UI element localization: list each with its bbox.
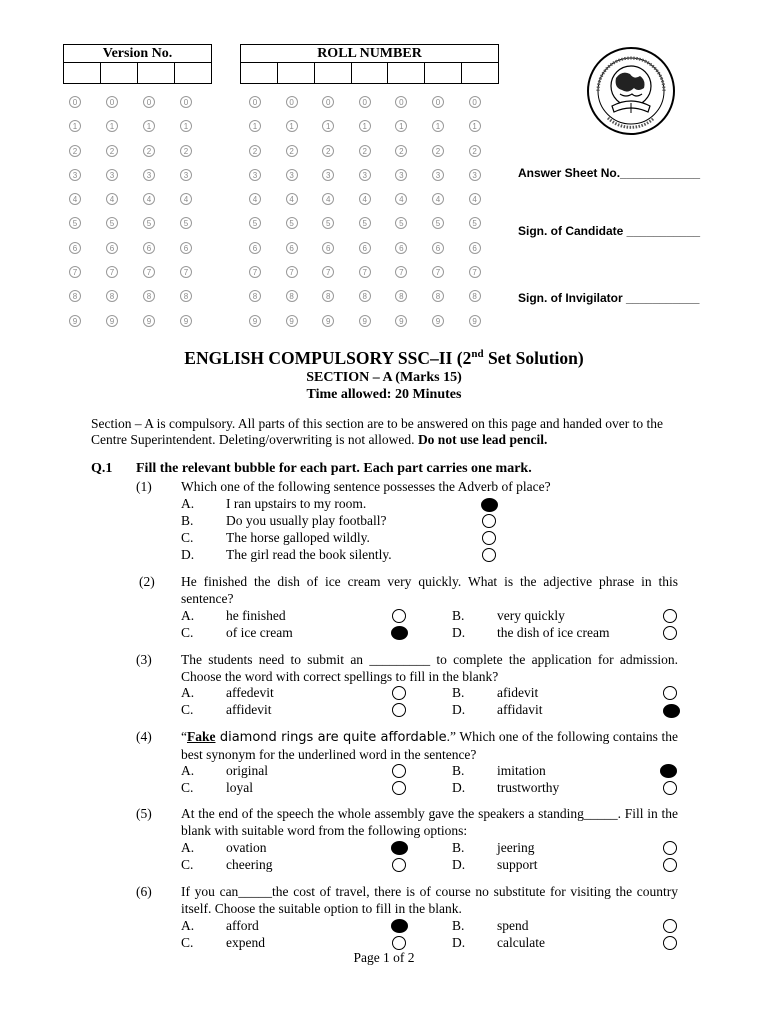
option-letter: B. — [452, 608, 465, 623]
option-letter: A. — [181, 840, 195, 855]
answer-bubble[interactable] — [663, 858, 677, 872]
option-letter: B. — [181, 513, 194, 528]
option-text: the dish of ice cream — [497, 625, 610, 640]
answer-bubble[interactable] — [663, 781, 677, 795]
option-letter: A. — [181, 608, 195, 623]
digit-bubble[interactable]: 0 — [286, 96, 298, 108]
digit-bubble[interactable]: 2 — [432, 145, 444, 157]
question-num: (4) — [136, 729, 152, 744]
option-text: support — [497, 857, 538, 872]
question-text: If you can_____the cost of travel, there is of course no substitute for visiting the country itself. Choose the suitable option to fill in the blank. — [181, 884, 678, 916]
digit-bubble[interactable]: 2 — [106, 145, 118, 157]
digit-bubble[interactable]: 3 — [359, 169, 371, 181]
digit-bubble[interactable]: 9 — [432, 315, 444, 327]
answer-bubble[interactable] — [663, 626, 677, 640]
question-text: The students need to submit an _________ to complete the application for admission. Choose the word with correct spellings to fill in the blank? — [181, 652, 678, 684]
board-seal-logo — [586, 46, 676, 136]
option-letter: B. — [452, 763, 465, 778]
roll-number-label: ROLL NUMBER — [241, 45, 498, 63]
digit-bubble[interactable]: 4 — [469, 193, 481, 205]
option-text: of ice cream — [226, 625, 293, 640]
answer-bubble[interactable] — [391, 919, 408, 933]
digit-bubble[interactable]: 1 — [432, 120, 444, 132]
answer-bubble[interactable] — [663, 936, 677, 950]
option-text: jeering — [497, 840, 535, 855]
answer-bubble[interactable] — [392, 686, 406, 700]
digit-bubble[interactable]: 6 — [395, 242, 407, 254]
digit-bubble[interactable]: 8 — [249, 290, 261, 302]
version-cell[interactable] — [101, 63, 138, 83]
question-num: (2) — [139, 574, 155, 589]
option-text: afford — [226, 918, 259, 933]
digit-bubble[interactable]: 7 — [322, 266, 334, 278]
digit-bubble[interactable]: 0 — [249, 96, 261, 108]
option-text: The girl read the book silently. — [226, 547, 392, 562]
question-6 — [0, 884, 768, 954]
answer-bubble[interactable] — [663, 686, 677, 700]
option-letter: C. — [181, 780, 194, 795]
option-text: affidevit — [226, 702, 272, 717]
option-letter: D. — [452, 935, 466, 950]
digit-bubble[interactable]: 4 — [180, 193, 192, 205]
digit-bubble[interactable]: 0 — [359, 96, 371, 108]
option-text: he finished — [226, 608, 286, 623]
paper-title: ENGLISH COMPULSORY SSC–II (2nd Set Solution) — [184, 348, 584, 368]
answer-bubble[interactable] — [482, 531, 496, 545]
answer-sheet-number[interactable]: Answer Sheet No.____________ — [518, 166, 701, 180]
digit-bubble[interactable]: 9 — [69, 315, 81, 327]
digit-bubble[interactable]: 1 — [322, 120, 334, 132]
digit-bubble[interactable]: 9 — [286, 315, 298, 327]
option-text: loyal — [226, 780, 253, 795]
digit-bubble[interactable]: 4 — [143, 193, 155, 205]
digit-bubble[interactable]: 0 — [180, 96, 192, 108]
digit-bubble[interactable]: 3 — [322, 169, 334, 181]
digit-bubble[interactable]: 7 — [249, 266, 261, 278]
digit-bubble[interactable]: 2 — [395, 145, 407, 157]
option-text: imitation — [497, 763, 546, 778]
answer-bubble[interactable] — [391, 626, 408, 640]
option-letter: A. — [181, 763, 195, 778]
option-letter: D. — [452, 702, 466, 717]
option-letter: C. — [181, 935, 194, 950]
option-letter: B. — [452, 685, 465, 700]
digit-bubble[interactable]: 1 — [106, 120, 118, 132]
digit-bubble[interactable]: 3 — [69, 169, 81, 181]
option-letter: C. — [181, 625, 194, 640]
option-text: I ran upstairs to my room. — [226, 496, 367, 511]
digit-bubble[interactable]: 2 — [469, 145, 481, 157]
digit-bubble[interactable]: 0 — [106, 96, 118, 108]
digit-bubble[interactable]: 2 — [69, 145, 81, 157]
digit-bubble[interactable]: 5 — [180, 217, 192, 229]
digit-bubble[interactable]: 1 — [143, 120, 155, 132]
digit-bubble[interactable]: 3 — [249, 169, 261, 181]
roll-cell[interactable] — [388, 63, 425, 83]
digit-bubble[interactable]: 5 — [106, 217, 118, 229]
option-text: original — [226, 763, 268, 778]
time-allowed: Time allowed: 20 Minutes — [306, 387, 462, 402]
digit-bubble[interactable]: 6 — [180, 242, 192, 254]
question-1 — [0, 479, 768, 569]
option-text: trustworthy — [497, 780, 560, 795]
option-letter: B. — [452, 918, 465, 933]
digit-bubble[interactable]: 3 — [286, 169, 298, 181]
digit-bubble[interactable]: 3 — [106, 169, 118, 181]
option-letter: D. — [452, 857, 466, 872]
digit-bubble[interactable]: 5 — [143, 217, 155, 229]
digit-bubble[interactable]: 9 — [249, 315, 261, 327]
option-text: expend — [226, 935, 265, 950]
answer-bubble[interactable] — [663, 704, 680, 718]
page-number: Page 1 of 2 — [353, 950, 415, 965]
option-letter: D. — [452, 780, 466, 795]
option-letter: A. — [181, 496, 195, 511]
digit-bubble[interactable]: 2 — [180, 145, 192, 157]
version-box — [63, 44, 212, 84]
answer-bubble[interactable] — [660, 764, 677, 778]
digit-bubble[interactable]: 7 — [432, 266, 444, 278]
digit-bubble[interactable]: 1 — [286, 120, 298, 132]
roll-number-box — [240, 44, 499, 84]
option-letter: A. — [181, 918, 195, 933]
digit-bubble[interactable]: 8 — [180, 290, 192, 302]
digit-bubble[interactable]: 8 — [143, 290, 155, 302]
digit-bubble[interactable]: 7 — [180, 266, 192, 278]
question-text: He finished the dish of ice cream very quickly. What is the adjective phrase in this sentence? — [181, 574, 678, 606]
question-num: (6) — [136, 884, 152, 899]
digit-bubble[interactable]: 2 — [322, 145, 334, 157]
digit-bubble[interactable]: 3 — [395, 169, 407, 181]
answer-bubble[interactable] — [481, 498, 498, 512]
digit-bubble[interactable]: 2 — [359, 145, 371, 157]
digit-bubble[interactable]: 3 — [432, 169, 444, 181]
digit-bubble[interactable]: 4 — [432, 193, 444, 205]
digit-bubble[interactable]: 4 — [69, 193, 81, 205]
digit-bubble[interactable]: 7 — [395, 266, 407, 278]
option-text: cheering — [226, 857, 273, 872]
digit-bubble[interactable]: 6 — [359, 242, 371, 254]
option-text: spend — [497, 918, 529, 933]
digit-bubble[interactable]: 5 — [432, 217, 444, 229]
digit-bubble[interactable]: 1 — [69, 120, 81, 132]
digit-bubble[interactable]: 5 — [286, 217, 298, 229]
digit-bubble[interactable]: 9 — [469, 315, 481, 327]
option-text: afidevit — [497, 685, 539, 700]
answer-bubble[interactable] — [392, 936, 406, 950]
invigilator-signature[interactable]: Sign. of Invigilator ___________ — [518, 291, 700, 305]
digit-bubble[interactable]: 0 — [395, 96, 407, 108]
digit-bubble[interactable]: 4 — [106, 193, 118, 205]
digit-bubble[interactable]: 9 — [359, 315, 371, 327]
digit-bubble[interactable]: 5 — [469, 217, 481, 229]
digit-bubble[interactable]: 0 — [432, 96, 444, 108]
digit-bubble[interactable]: 2 — [286, 145, 298, 157]
digit-bubble[interactable]: 4 — [359, 193, 371, 205]
digit-bubble[interactable]: 8 — [69, 290, 81, 302]
digit-bubble[interactable]: 7 — [143, 266, 155, 278]
digit-bubble[interactable]: 1 — [469, 120, 481, 132]
answer-bubble[interactable] — [391, 841, 408, 855]
digit-bubble[interactable]: 5 — [69, 217, 81, 229]
digit-bubble[interactable]: 8 — [359, 290, 371, 302]
version-cell[interactable] — [138, 63, 175, 83]
question-num: (5) — [136, 806, 152, 821]
question-heading: Fill the relevant bubble for each part. Each part carries one mark. — [136, 461, 532, 476]
option-text: Do you usually play football? — [226, 513, 387, 528]
version-cell[interactable] — [64, 63, 101, 83]
option-text: ovation — [226, 840, 267, 855]
digit-bubble[interactable]: 9 — [106, 315, 118, 327]
digit-bubble[interactable]: 4 — [249, 193, 261, 205]
option-text: very quickly — [497, 608, 565, 623]
digit-bubble[interactable]: 8 — [432, 290, 444, 302]
digit-bubble[interactable]: 9 — [180, 315, 192, 327]
digit-bubble[interactable]: 0 — [322, 96, 334, 108]
digit-bubble[interactable]: 6 — [432, 242, 444, 254]
roll-cell[interactable] — [425, 63, 462, 83]
question-number: Q.1 — [91, 461, 113, 476]
option-letter: C. — [181, 702, 194, 717]
digit-bubble[interactable]: 5 — [359, 217, 371, 229]
version-omr-grid — [69, 96, 192, 327]
digit-bubble[interactable]: 3 — [143, 169, 155, 181]
question-num: (3) — [136, 652, 152, 667]
digit-bubble[interactable]: 7 — [106, 266, 118, 278]
digit-bubble[interactable]: 1 — [395, 120, 407, 132]
digit-bubble[interactable]: 1 — [359, 120, 371, 132]
digit-bubble[interactable]: 6 — [143, 242, 155, 254]
digit-bubble[interactable]: 8 — [322, 290, 334, 302]
roll-omr-grid — [249, 96, 481, 327]
digit-bubble[interactable]: 6 — [286, 242, 298, 254]
digit-bubble[interactable]: 2 — [249, 145, 261, 157]
option-letter: B. — [452, 840, 465, 855]
digit-bubble[interactable]: 7 — [469, 266, 481, 278]
roll-cell[interactable] — [278, 63, 315, 83]
digit-bubble[interactable]: 4 — [286, 193, 298, 205]
digit-bubble[interactable]: 5 — [249, 217, 261, 229]
digit-bubble[interactable]: 2 — [143, 145, 155, 157]
digit-bubble[interactable]: 6 — [249, 242, 261, 254]
answer-bubble[interactable] — [482, 514, 496, 528]
digit-bubble[interactable]: 6 — [469, 242, 481, 254]
question-text: At the end of the speech the whole assembly gave the speakers a standing_____. Fill in the blank with suitable word from the following options: — [181, 806, 678, 838]
roll-cell[interactable] — [241, 63, 278, 83]
digit-bubble[interactable]: 7 — [286, 266, 298, 278]
option-text: calculate — [497, 935, 545, 950]
digit-bubble[interactable]: 9 — [395, 315, 407, 327]
roll-cell[interactable] — [315, 63, 352, 83]
digit-bubble[interactable]: 6 — [69, 242, 81, 254]
digit-bubble[interactable]: 0 — [69, 96, 81, 108]
answer-bubble[interactable] — [663, 919, 677, 933]
answer-bubble[interactable] — [482, 548, 496, 562]
digit-bubble[interactable]: 4 — [395, 193, 407, 205]
digit-bubble[interactable]: 9 — [143, 315, 155, 327]
roll-cell[interactable] — [462, 63, 498, 83]
digit-bubble[interactable]: 5 — [322, 217, 334, 229]
version-label: Version No. — [64, 45, 211, 63]
digit-bubble[interactable]: 8 — [469, 290, 481, 302]
digit-bubble[interactable]: 1 — [249, 120, 261, 132]
option-text: The horse galloped wildly. — [226, 530, 370, 545]
answer-bubble[interactable] — [663, 841, 677, 855]
question-4 — [0, 729, 768, 799]
digit-bubble[interactable]: 9 — [322, 315, 334, 327]
digit-bubble[interactable]: 8 — [395, 290, 407, 302]
option-letter: C. — [181, 857, 194, 872]
digit-bubble[interactable]: 5 — [395, 217, 407, 229]
candidate-signature[interactable]: Sign. of Candidate ___________ — [518, 224, 701, 238]
question-3 — [0, 652, 768, 722]
section-title: SECTION – A (Marks 15) — [306, 370, 462, 385]
option-letter: D. — [452, 625, 466, 640]
answer-bubble[interactable] — [392, 703, 406, 717]
roll-cell[interactable] — [352, 63, 389, 83]
digit-bubble[interactable]: 3 — [469, 169, 481, 181]
digit-bubble[interactable]: 4 — [322, 193, 334, 205]
digit-bubble[interactable]: 8 — [286, 290, 298, 302]
digit-bubble[interactable]: 6 — [106, 242, 118, 254]
question-num: (1) — [136, 479, 152, 494]
digit-bubble[interactable]: 0 — [469, 96, 481, 108]
digit-bubble[interactable]: 1 — [180, 120, 192, 132]
answer-bubble[interactable] — [663, 609, 677, 623]
question-2 — [0, 574, 768, 644]
instructions: Section – A is compulsory. All parts of this section are to be answered on this page and handed over to the Centre Superintendent. Deleting/overwriting is not allowed. Do not use lead pencil. — [91, 416, 664, 447]
option-letter: A. — [181, 685, 195, 700]
digit-bubble[interactable]: 8 — [106, 290, 118, 302]
digit-bubble[interactable]: 3 — [180, 169, 192, 181]
question-text: “Fake diamond rings are quite affordable.” Which one of the following contains the best synonym for the underlined word in the sentence? — [181, 729, 678, 762]
option-text: affedevit — [226, 685, 274, 700]
question-text: Which one of the following sentence possesses the Adverb of place? — [181, 479, 551, 494]
digit-bubble[interactable]: 6 — [322, 242, 334, 254]
version-cell[interactable] — [175, 63, 211, 83]
answer-bubble[interactable] — [392, 609, 406, 623]
option-letter: C. — [181, 530, 194, 545]
option-text: affidavit — [497, 702, 543, 717]
answer-bubble[interactable] — [392, 764, 406, 778]
digit-bubble[interactable]: 0 — [143, 96, 155, 108]
answer-bubble[interactable] — [392, 858, 406, 872]
digit-bubble[interactable]: 7 — [359, 266, 371, 278]
answer-bubble[interactable] — [392, 781, 406, 795]
digit-bubble[interactable]: 7 — [69, 266, 81, 278]
option-letter: D. — [181, 547, 195, 562]
question-5 — [0, 806, 768, 876]
